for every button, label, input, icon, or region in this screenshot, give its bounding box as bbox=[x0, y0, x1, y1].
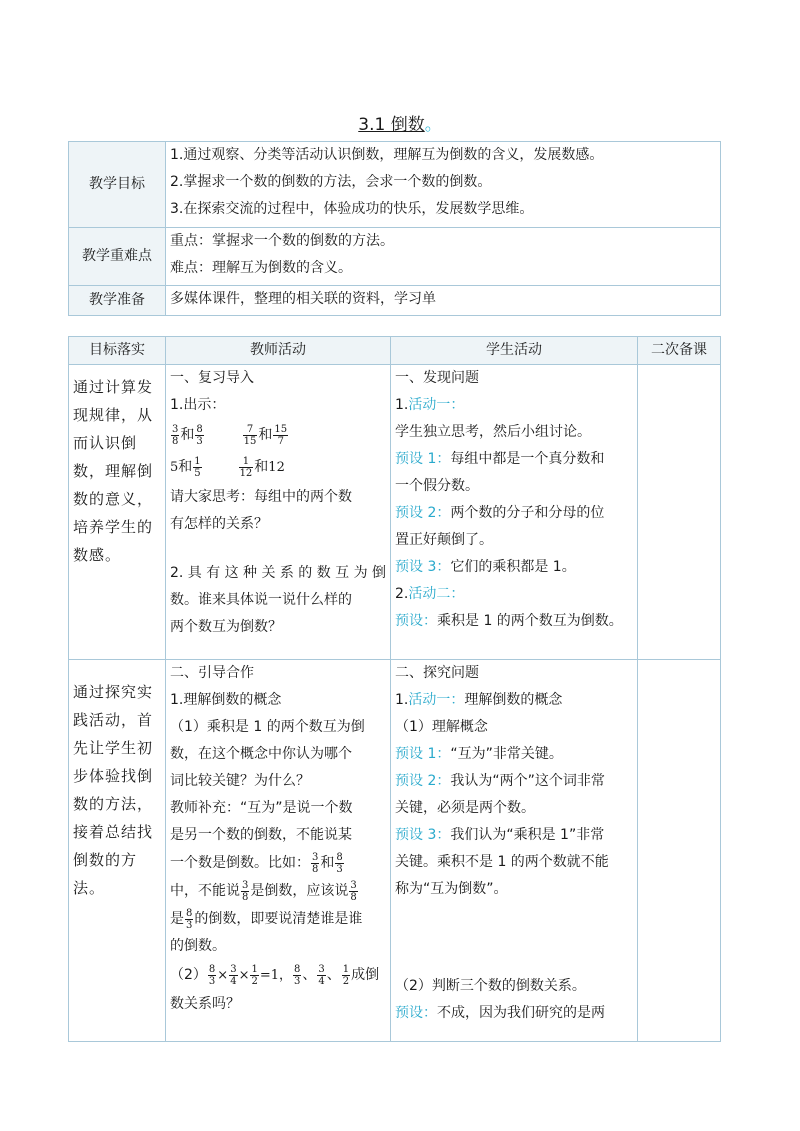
header-goal: 目标落实 bbox=[69, 337, 166, 365]
student-cell-1: 一、发现问题 1.活动一： 学生独立思考，然后小组讨论。 预设 1：每组中都是一个真分数和 一个假分数。 预设 2：两个数的分子和分母的位 置正好颠倒了。 预设 3：它们的乘积都是 1。 2.活动二： 预设：乘积是 1 的两个数互为倒数。 bbox=[391, 365, 638, 660]
preparation-label: 教学准备 bbox=[69, 286, 166, 316]
fraction-pairs-line-2: 5和 $\frac{1}{5}$ $\frac{1}{12}$ 和12 bbox=[170, 455, 285, 479]
preparation-row bbox=[69, 286, 721, 316]
fraction-pairs-line-1: $\frac{3}{8}$ 和 $\frac{8}{3}$ $\frac{7}{15}$ 和 $\frac{15}{7}$ bbox=[172, 423, 288, 447]
goal-cell-1: 通过计算发现规律，从而认识倒数，理解倒数的意义，培养学生的数感。 bbox=[69, 365, 166, 660]
fraction: $\frac{1}{5}$ bbox=[194, 455, 201, 479]
key-points-row bbox=[69, 228, 721, 286]
fraction: $\frac{7}{15}$ bbox=[243, 423, 257, 447]
objectives-label: 教学目标 bbox=[69, 142, 166, 228]
preparation-content: 多媒体课件，整理的相关联的资料，学习单 bbox=[166, 286, 721, 316]
fraction: $\frac{3}{8}$ bbox=[172, 423, 179, 447]
key-points-label: 教学重难点 bbox=[69, 228, 166, 286]
activities-table bbox=[68, 336, 721, 1042]
fraction: $\frac{8}{3}$ bbox=[196, 423, 203, 447]
fraction: $\frac{15}{7}$ bbox=[274, 423, 288, 447]
teacher-cell-2: 二、引导合作 1.理解倒数的概念 （1）乘积是 1 的两个数互为倒 数，在这个概念中你认为哪个 词比较关键？为什么？ 教师补充：“互为”是说一个数 是另一个数的倒数，不能说某 一个数是倒数。比如： $\frac{3}{8}$ 和 $\frac{8}{3}$ 中，不能说 $\frac{3}{8}$ 是倒数，应该说 $\frac{3}{8}$ 是 $\frac{8}{3}$ 的倒数，即要说清楚谁是谁 的倒数。 （2） $\frac{8}{3}$ × $\frac{3}{4}$ × $\frac{1}{2}$ =1， $\frac{8}{3}$ 、 $\frac{3}{4}$ 、 $\frac{1}{2}$ 成倒 数关系吗？ bbox=[166, 660, 391, 1042]
teacher-cell-1: 一、复习导入 1.出示： $\frac{3}{8}$ 和 $\frac{8}{3}$ $\frac{7}{15}$ 和 $\frac{15}{7}$ 5和 $\frac{1}{5}$ $\frac{1}{12}$ 和12 请大家思考：每组中的两个数 有怎样的关系？ 2.具有这种关系的数互为倒 数。谁来具体说一说什么样的 两个数互为倒数？ bbox=[166, 365, 391, 660]
fraction: $\frac{1}{12}$ bbox=[239, 455, 253, 479]
student-cell-2: 二、探究问题 1.活动一：理解倒数的概念 （1）理解概念 预设 1：“互为”非常关键。 预设 2：我认为“两个”这个词非常 关键，必须是两个数。 预设 3：我们认为“乘积是 1”非常 关键。乘积不是 1 的两个数就不能 称为“互为倒数”。 （2）判断三个数的倒数关系。 预设：不成，因为我们研究的是两 bbox=[391, 660, 638, 1042]
key-points-content: 重点：掌握求一个数的倒数的方法。 难点：理解互为倒数的含义。 bbox=[166, 228, 721, 286]
page-title: 3.1 倒数。 bbox=[358, 115, 442, 135]
notes-cell-1 bbox=[638, 365, 721, 660]
header-row bbox=[69, 337, 721, 365]
header-notes: 二次备课 bbox=[638, 337, 721, 365]
header-teacher: 教师活动 bbox=[166, 337, 391, 365]
goal-cell-2: 通过探究实践活动，首先让学生初步体验找倒数的方法，接着总结找倒数的方法。 bbox=[69, 660, 166, 1042]
objectives-row bbox=[69, 142, 721, 228]
header-student: 学生活动 bbox=[391, 337, 638, 365]
activity-row-1 bbox=[69, 365, 721, 660]
objectives-content: 1.通过观察、分类等活动认识倒数，理解互为倒数的含义，发展数感。 2.掌握求一个数的倒数的方法，会求一个数的倒数。 3.在探索交流的过程中，体验成功的快乐，发展数学思维。 bbox=[166, 142, 721, 228]
notes-cell-2 bbox=[638, 660, 721, 1042]
lesson-info-table bbox=[68, 141, 721, 316]
activity-row-2 bbox=[69, 660, 721, 1042]
